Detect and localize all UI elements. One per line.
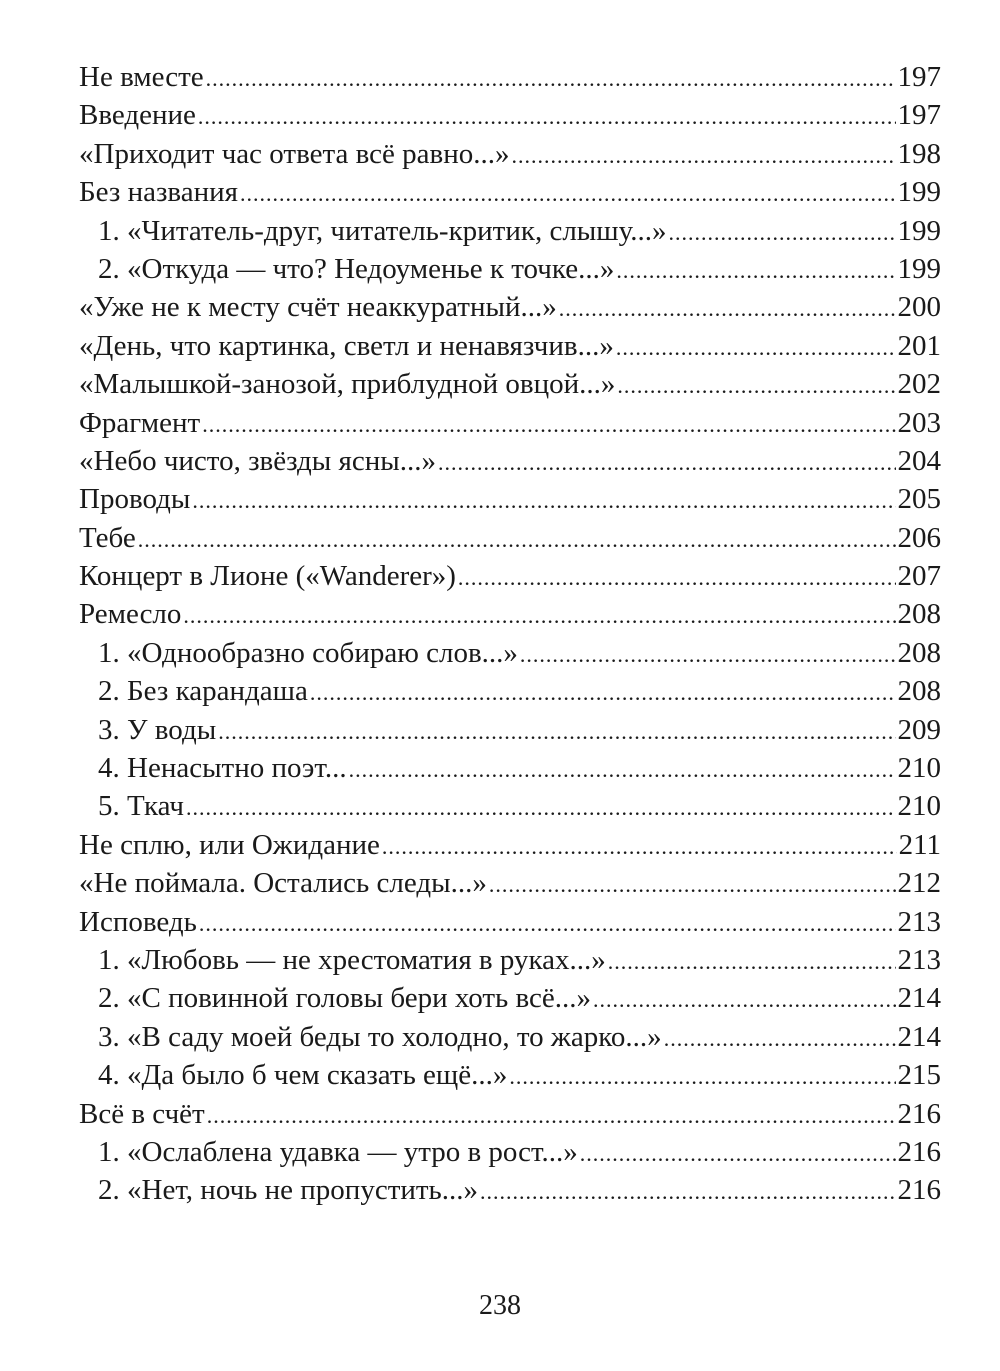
dot-leader — [183, 597, 895, 635]
toc-entry-page: 198 — [897, 137, 941, 170]
toc-entry — [79, 1018, 941, 1056]
toc-entry-page: 216 — [897, 1097, 941, 1130]
dot-leader — [593, 981, 895, 1019]
toc-entry — [79, 1171, 941, 1209]
toc-entry-title: 1. «Однообразно собираю слов...» — [98, 636, 518, 669]
toc-entry — [79, 1056, 941, 1094]
toc-entry-title: Без названия — [79, 176, 238, 209]
toc-entry-title: Исповедь — [79, 905, 197, 938]
toc-entry-page: 206 — [897, 521, 941, 554]
toc-entry-page: 211 — [898, 828, 941, 861]
toc-entry-title: «Не поймала. Остались следы...» — [79, 867, 487, 900]
toc-entry-title: 3. «В саду моей беды то холодно, то жарко...» — [98, 1020, 662, 1053]
toc-entry — [79, 288, 941, 326]
toc-entry-page: 197 — [897, 99, 941, 132]
dot-leader — [480, 1173, 895, 1211]
toc-entry-title: 1. «Читатель-друг, читатель-критик, слышу...» — [98, 214, 667, 247]
toc-entry — [79, 1133, 941, 1171]
toc-entry-page: 203 — [897, 406, 941, 439]
dot-leader — [511, 137, 895, 175]
toc-entry-page: 197 — [897, 61, 941, 93]
toc-entry — [79, 404, 941, 442]
toc-entry-page: 216 — [897, 1135, 941, 1168]
toc-entry-title: 3. У воды — [98, 713, 217, 746]
dot-leader — [520, 636, 896, 674]
toc-entry-title: Тебе — [79, 521, 136, 554]
toc-entry — [79, 749, 941, 787]
toc-entry — [79, 212, 941, 250]
dot-leader — [438, 444, 896, 482]
dot-leader — [668, 214, 895, 252]
dot-leader — [559, 290, 896, 328]
toc-entry — [79, 58, 941, 96]
page-number: 238 — [479, 1290, 521, 1321]
dot-leader — [202, 406, 895, 444]
toc-entry — [79, 672, 941, 710]
toc-entry-page: 209 — [897, 713, 941, 746]
toc-entry — [79, 595, 941, 633]
dot-leader — [186, 789, 896, 827]
toc-entry-page: 214 — [897, 982, 941, 1015]
toc-entry-title: 2. «Откуда — что? Недоуменье к точке...» — [98, 252, 615, 285]
toc-entry — [79, 480, 941, 518]
toc-entry-page: 208 — [897, 636, 941, 669]
toc-entry-title: Ремесло — [79, 598, 182, 631]
toc-entry-page: 199 — [897, 214, 941, 247]
toc-entry — [79, 864, 941, 902]
toc-entry-title: Не вместе — [79, 61, 204, 93]
dot-leader — [199, 905, 896, 943]
toc-entry-title: Введение — [79, 99, 196, 132]
toc-entry-page: 205 — [897, 483, 941, 516]
dot-leader — [207, 1097, 896, 1135]
toc-entry-page: 213 — [897, 905, 941, 938]
toc-entry-title: «Небо чисто, звёзды ясны...» — [79, 444, 436, 477]
toc-entry-title: 2. Без карандаша — [98, 675, 308, 708]
toc-entry-title: «Приходит час ответа всё равно...» — [79, 137, 510, 170]
toc-entry — [79, 979, 941, 1017]
toc-entry-title: Концерт в Лионе («Wanderer») — [79, 560, 456, 593]
dot-leader — [489, 866, 896, 904]
table-of-contents — [79, 58, 941, 1210]
toc-entry-page: 208 — [897, 598, 941, 631]
dot-leader — [458, 559, 896, 597]
dot-leader — [580, 1135, 896, 1173]
dot-leader — [616, 252, 895, 290]
toc-entry — [79, 173, 941, 211]
toc-entry-page: 208 — [897, 675, 941, 708]
toc-entry-title: 1. «Любовь — не хрестоматия в руках...» — [98, 943, 606, 976]
dot-leader — [617, 367, 895, 405]
toc-entry — [79, 519, 941, 557]
toc-entry — [79, 557, 941, 595]
dot-leader — [206, 60, 896, 98]
toc-entry-title: «День, что картинка, светл и ненавязчив...» — [79, 329, 614, 362]
toc-entry-title: Не сплю, или Ожидание — [79, 828, 380, 861]
toc-entry — [79, 442, 941, 480]
toc-entry-title: «Малышкой-занозой, приблудной овцой...» — [79, 368, 616, 401]
toc-entry-title: 4. Ненасытно поэт... — [98, 752, 347, 785]
dot-leader — [138, 521, 896, 559]
toc-entry-title: Всё в счёт — [79, 1097, 205, 1130]
dot-leader — [664, 1020, 896, 1058]
dot-leader — [218, 713, 895, 751]
toc-entry-page: 201 — [897, 329, 941, 362]
toc-entry-page: 214 — [897, 1020, 941, 1053]
toc-entry — [79, 787, 941, 825]
toc-entry-title: 2. «Нет, ночь не пропустить...» — [98, 1174, 479, 1207]
dot-leader — [192, 482, 895, 520]
toc-entry-page: 202 — [897, 368, 941, 401]
toc-entry-page: 216 — [897, 1174, 941, 1207]
toc-entry-title: 2. «С повинной головы бери хоть всё...» — [98, 982, 592, 1015]
toc-entry-page: 210 — [897, 752, 941, 785]
toc-entry-page: 200 — [897, 291, 941, 324]
toc-entry-page: 213 — [897, 943, 941, 976]
toc-entry — [79, 1095, 941, 1133]
toc-entry — [79, 96, 941, 134]
toc-entry — [79, 250, 941, 288]
toc-entry-title: Проводы — [79, 483, 191, 516]
dot-leader — [240, 175, 896, 213]
dot-leader — [608, 943, 896, 981]
toc-entry — [79, 327, 941, 365]
toc-entry-page: 212 — [897, 867, 941, 900]
toc-entry-title: «Уже не к месту счёт неаккуратный...» — [79, 291, 557, 324]
dot-leader — [310, 674, 896, 712]
toc-entry — [79, 135, 941, 173]
dot-leader — [509, 1058, 895, 1096]
toc-entry — [79, 634, 941, 672]
toc-entry-page: 207 — [897, 560, 941, 593]
dot-leader — [382, 828, 897, 866]
toc-entry-page: 210 — [897, 790, 941, 823]
toc-entry-page: 199 — [897, 176, 941, 209]
toc-entry-page: 204 — [897, 444, 941, 477]
toc-entry-title: 4. «Да было б чем сказать ещё...» — [98, 1059, 508, 1092]
toc-entry — [79, 903, 941, 941]
dot-leader — [616, 329, 896, 367]
toc-entry-title: Фрагмент — [79, 406, 201, 439]
toc-entry-title: 5. Ткач — [98, 790, 184, 823]
dot-leader — [349, 751, 896, 789]
dot-leader — [198, 98, 896, 136]
toc-entry — [79, 941, 941, 979]
toc-entry-page: 199 — [897, 252, 941, 285]
toc-entry — [79, 826, 941, 864]
toc-entry — [79, 711, 941, 749]
toc-entry-page: 215 — [897, 1059, 941, 1092]
toc-entry-title: 1. «Ослаблена удавка — утро в рост...» — [98, 1135, 578, 1168]
toc-entry — [79, 365, 941, 403]
